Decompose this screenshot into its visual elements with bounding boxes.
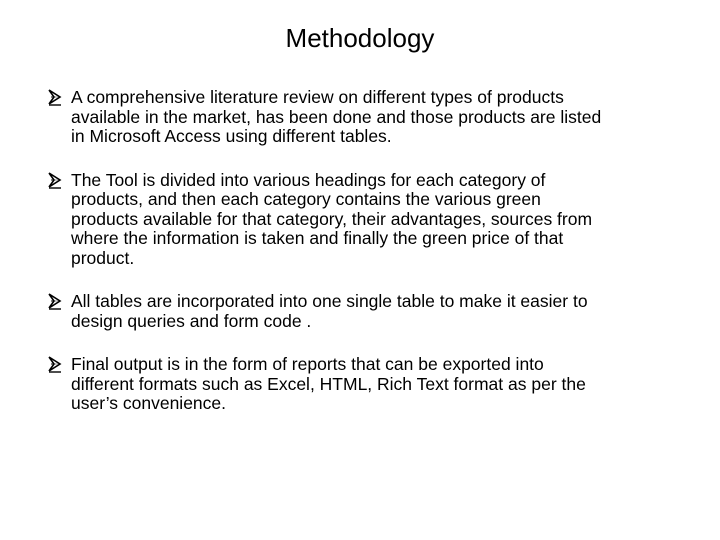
arrowhead-bullet-icon — [48, 292, 66, 312]
bullet-line: products available for that category, their advantages, sources from — [71, 208, 593, 229]
bullet-line: Final output is in the form of reports that can be exported into — [71, 354, 544, 374]
bullet-item — [48, 355, 688, 414]
arrowhead-bullet-icon — [48, 171, 66, 191]
bullet-line: A comprehensive literature review on different types of products — [71, 87, 564, 107]
arrowhead-bullet-icon — [48, 355, 66, 375]
bullet-item — [48, 88, 688, 147]
bullet-line: where the information is taken and finally the green price of that — [71, 228, 564, 248]
bullet-line: All tables are incorporated into one single table to make it easier to — [71, 291, 588, 311]
bullet-item — [48, 292, 688, 331]
slide-title: Methodology — [285, 23, 435, 53]
arrowhead-bullet-icon — [48, 88, 66, 108]
bullet-line: product. — [71, 247, 135, 268]
bullet-item — [48, 171, 688, 269]
bullet-line: user’s convenience. — [71, 393, 227, 413]
bullet-line: in Microsoft Access using different tables. — [71, 126, 392, 146]
bullet-list — [48, 88, 688, 438]
bullet-line: products, and then each category contains the various green — [71, 189, 541, 209]
bullet-line: design queries and form code . — [71, 310, 312, 331]
bullet-line: The Tool is divided into various headings for each category of — [71, 169, 546, 190]
bullet-line: available in the market, has been done and those products are listed — [71, 106, 602, 127]
bullet-line: different formats such as Excel, HTML, Rich Text format as per the — [71, 373, 586, 394]
